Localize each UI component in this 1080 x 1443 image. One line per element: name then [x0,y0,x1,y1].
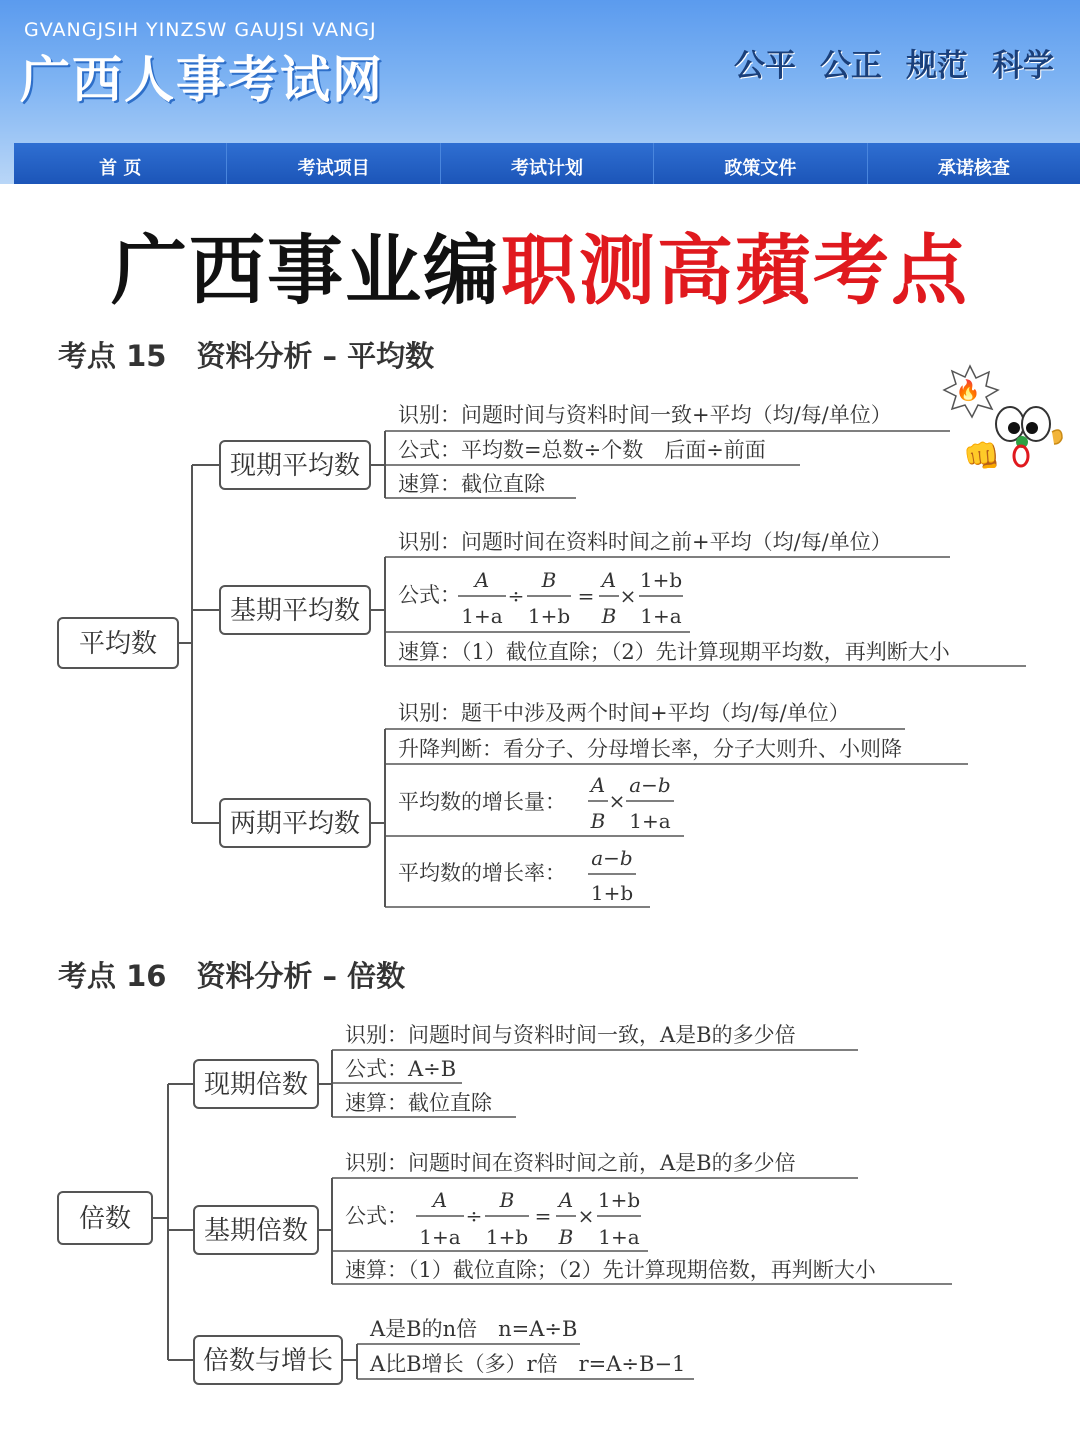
s15-branch-two-period-bracket [370,729,385,907]
math-B: B [590,809,606,833]
s16-base-formula-label: 公式： [345,1204,408,1228]
s15-root-label: 平均数 [78,629,158,659]
s15-branch-base-bracket [370,557,385,666]
pupil-right-icon [1026,422,1038,434]
nav-exam-plan[interactable]: 考试计划 [441,143,654,184]
math-a-minus-b: a−b [629,773,671,797]
section16-number: 考点 16 [58,959,167,993]
s16-trunk [152,1084,194,1360]
math-A: A [590,773,606,797]
s15-two-rate-math [588,846,636,905]
math-B: B [541,568,557,592]
site-title[interactable]: 广西人事考试网 [20,51,384,109]
math-1pb: 1+b [639,568,683,592]
s15-base-quick: 速算：（1）截位直除；（2）先计算现期平均数，再判断大小 [398,640,950,664]
site-pinyin: GVANGJSIH YINZSW GAUJSI VANGJ [24,19,377,41]
math-div: ÷ [465,1204,483,1228]
math-times: × [608,789,626,813]
s16-base-formula-math [416,1188,641,1249]
math-1pb: 1+b [485,1225,529,1249]
math-1pa: 1+a [640,604,682,628]
slogan-fair: 公平 [734,48,796,84]
banner-title-red: 职测高蘋考点 [501,226,969,315]
s15-two-identify: 识别：题干中涉及两个时间+平均（均/每/单位） [398,701,850,725]
math-A: A [432,1188,448,1212]
s16-current-formula: 公式：A÷B [345,1057,457,1081]
s15-trunk [178,465,220,823]
fire-icon: 🔥 [955,378,981,402]
s16-base-quick: 速算：（1）截位直除；（2）先计算现期倍数，再判断大小 [345,1258,876,1282]
s16-current-identify: 识别：问题时间与资料时间一致，A是B的多少倍 [345,1023,796,1047]
math-eq: = [534,1204,552,1228]
math-A: A [601,568,617,592]
s16-branch-growth-label: 倍数与增长 [202,1346,334,1376]
section15-title: 资料分析 – 平均数 [196,339,435,373]
math-B: B [558,1225,574,1249]
s15-base-formula-math [458,568,683,628]
math-1pa: 1+a [629,809,671,833]
slogan-standard: 规范 [906,48,968,84]
math-1pb: 1+b [527,604,571,628]
nav-home[interactable]: 首 页 [14,143,227,184]
s15-current-identify: 识别：问题时间与资料时间一致+平均（均/每/单位） [398,403,892,427]
math-B: B [499,1188,515,1212]
math-1pb: 1+b [597,1188,641,1212]
s15-two-increase-math [588,773,674,833]
s15-current-quick: 速算：截位直除 [398,472,545,496]
s16-branch-growth-bracket [342,1344,357,1379]
nav-policy-docs[interactable]: 政策文件 [654,143,867,184]
s16-growth-times: A是B的n倍 n=A÷B [370,1317,578,1341]
s15-branch-two-period-label: 两期平均数 [229,809,361,839]
s15-base-identify: 识别：问题时间在资料时间之前+平均（均/每/单位） [398,530,892,554]
s16-branch-current-label: 现期倍数 [203,1070,309,1100]
slogan-just: 公正 [820,48,882,84]
math-B: B [601,604,617,628]
s16-current-quick: 速算：截位直除 [345,1091,492,1115]
s15-base-formula-label: 公式： [398,583,461,607]
s15-branch-current-bracket [370,431,385,498]
s16-growth-rate: A比B增长（多）r倍 r=A÷B−1 [370,1352,686,1376]
math-times: × [619,584,637,608]
section16-title: 资料分析 – 倍数 [196,959,406,993]
s16-branch-base-label: 基期倍数 [203,1216,309,1246]
section15-number: 考点 15 [58,339,167,373]
pupil-left-icon [1008,422,1020,434]
banner-title-black: 广西事业编 [111,226,501,315]
s16-root-label: 倍数 [78,1204,132,1234]
s16-base-identify: 识别：问题时间在资料时间之前，A是B的多少倍 [345,1151,796,1175]
slogan-science: 科学 [992,48,1054,84]
math-times: × [577,1204,595,1228]
math-1pa: 1+a [461,604,503,628]
mouth-icon [1014,446,1028,466]
math-1pb: 1+b [590,881,634,905]
math-eq: = [577,584,595,608]
s15-two-rate: 平均数的增长率： [398,861,566,885]
math-1pa: 1+a [419,1225,461,1249]
fist-icon: 👊 [963,439,1001,474]
math-div: ÷ [507,584,525,608]
s15-two-trend: 升降判断：看分子、分母增长率，分子大则升、小则降 [398,737,902,761]
s15-branch-base-label: 基期平均数 [229,596,361,626]
math-a-minus-b: a−b [591,846,633,870]
s15-two-increase: 平均数的增长量： [398,790,566,814]
s16-branch-base-bracket [318,1178,332,1284]
nav-commitment-check[interactable]: 承诺核查 [937,158,1010,179]
cartoon-sticker [944,366,1062,474]
s15-branch-current-label: 现期平均数 [229,451,361,481]
s16-branch-current-bracket [318,1050,332,1117]
s15-current-formula: 公式：平均数=总数÷个数 后面÷前面 [398,438,766,462]
nav-exam-projects[interactable]: 考试项目 [227,143,440,184]
ear-icon [1052,430,1062,444]
math-A: A [558,1188,574,1212]
math-1pa: 1+a [598,1225,640,1249]
math-A: A [474,568,490,592]
